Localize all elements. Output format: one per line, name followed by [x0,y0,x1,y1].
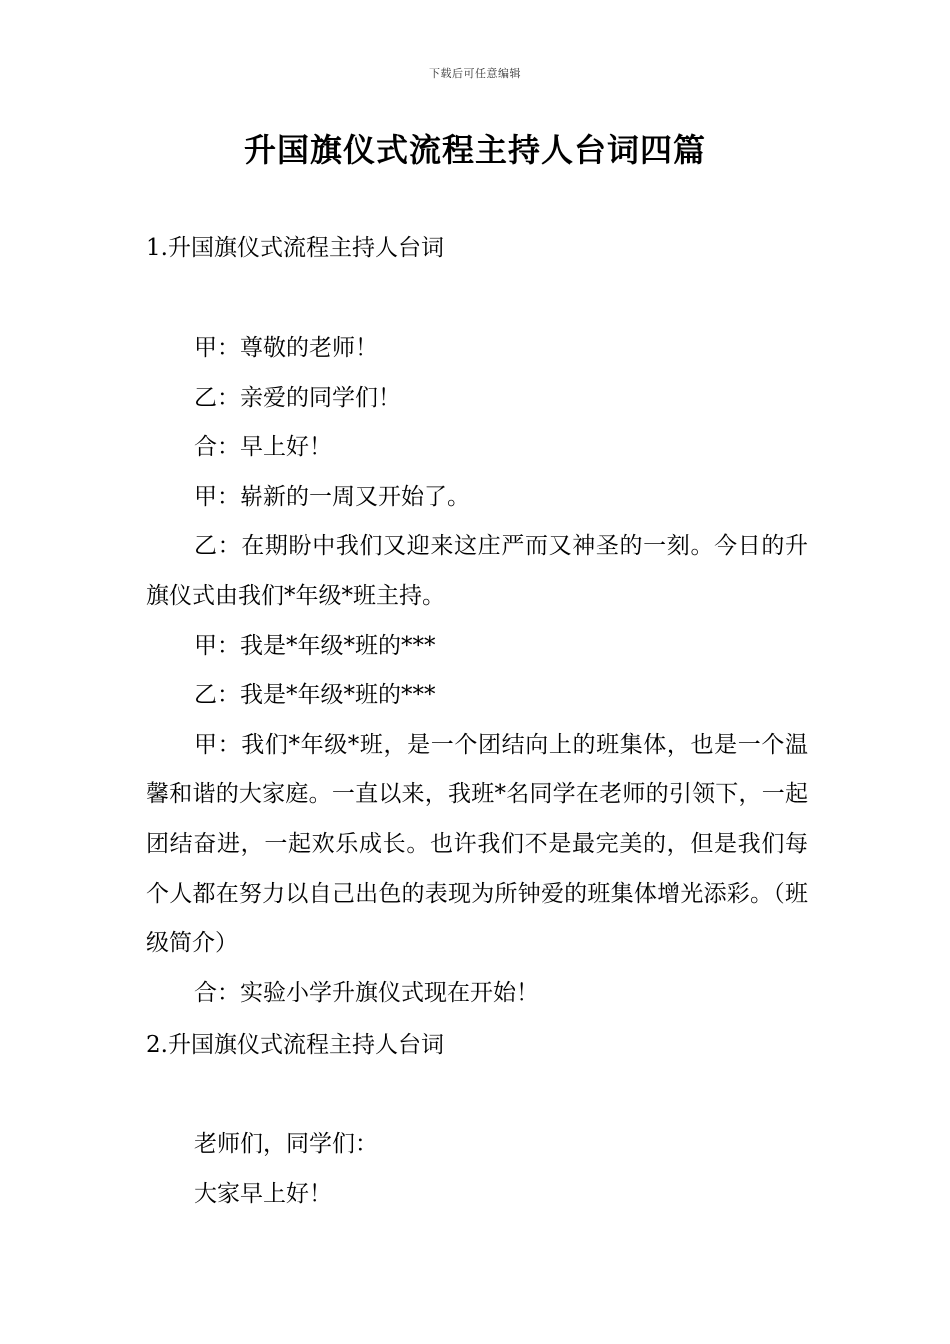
paragraph: 老师们，同学们： [194,1131,378,1157]
paragraph: 乙：我是*年级*班的*** [194,682,436,709]
section-1-body [146,324,808,1018]
paragraph: 乙：在期盼中我们又迎来这庄严而又神圣的一刻。今日的升旗仪式由我们*年级*班主持。 [146,533,808,609]
document-title: 升国旗仪式流程主持人台词四篇 [243,131,706,169]
paragraph: 合：早上好！ [194,434,332,461]
paragraph: 合：实验小学升旗仪式现在开始！ [194,979,539,1006]
paragraph: 甲：我是*年级*班的*** [194,632,436,659]
header-note: 下载后可任意编辑 [429,67,521,80]
paragraph: 大家早上好！ [194,1180,332,1207]
paragraph: 乙：亲爱的同学们！ [194,384,401,411]
paragraph: 甲：崭新的一周又开始了。 [194,483,470,510]
section-2-body [146,1120,808,1219]
section-heading-1: 1.升国旗仪式流程主持人台词 [146,235,444,261]
paragraph: 甲：我们*年级*班，是一个团结向上的班集体，也是一个温馨和谐的大家庭。一直以来，我班*名同学在老师的引领下，一起团结奋进，一起欢乐成长。也许我们不是最完美的，但是我们每个人都在努力以自己出色的表现为所钟爱的班集体增光添彩。（班级简介） [146,731,808,957]
paragraph: 甲：尊敬的老师！ [194,335,378,361]
section-heading-2: 2.升国旗仪式流程主持人台词 [146,1032,444,1058]
